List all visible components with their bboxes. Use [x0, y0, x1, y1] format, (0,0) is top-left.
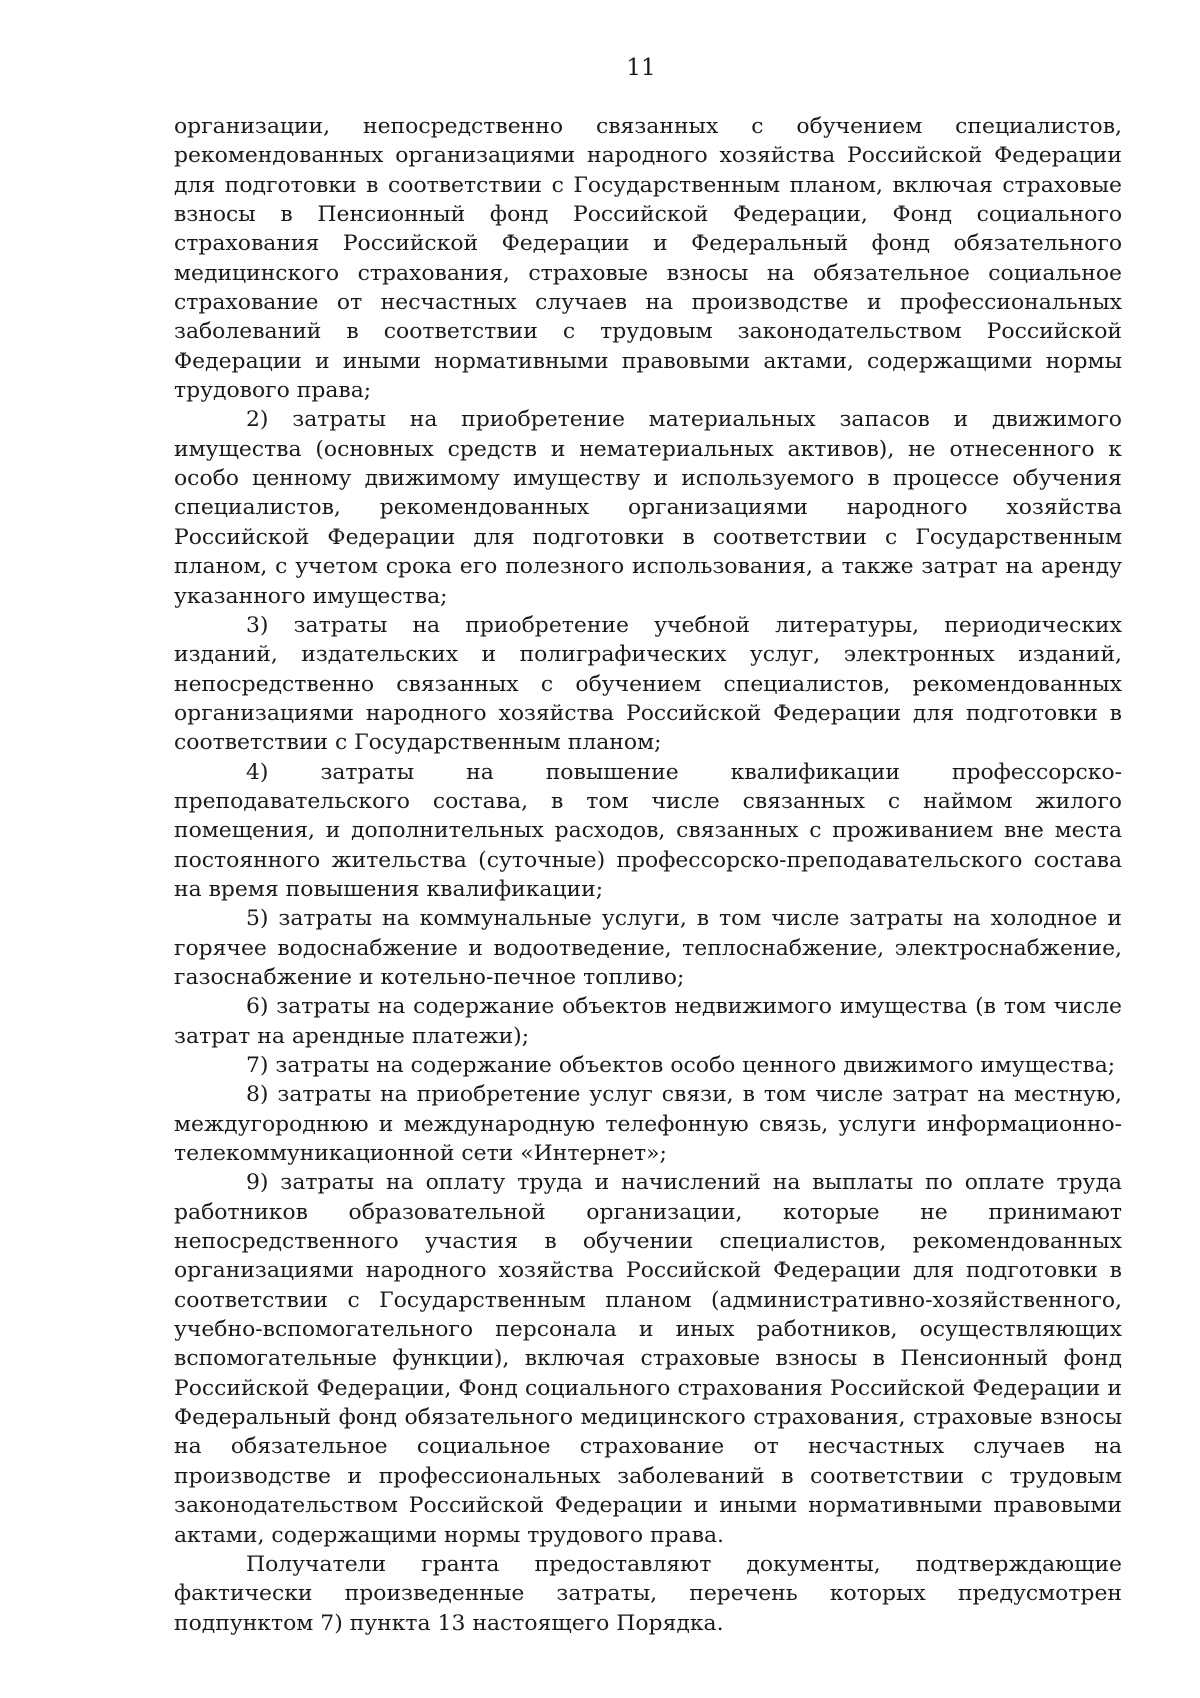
paragraph-closing: Получатели гранта предоставляют документы, подтверждающие фактически произведенные затраты, перечень которых предусмотрен подпунктом 7) пункта 13 настоящего Порядка. — [174, 1551, 1122, 1636]
paragraph-item-2: 2) затраты на приобретение материальных запасов и движимого имущества (основных средств и нематериальных активов), не отнесенного к особо ценному движимому имуществу и используемого в процессе обучения специалистов, рекомендованных организациями народного хозяйства Российской Федерации для подготовки в соответствии с Государственным планом, с учетом срока его полезного использования, а также затрат на аренду указанного имущества; — [174, 407, 1122, 609]
paragraph-continuation: организации, непосредственно связанных с обучением специалистов, рекомендованных организациями народного хозяйства Российской Федерации для подготовки в соответствии с Государственным планом, включая страховые взносы в Пенсионный фонд Российской Федерации, Фонд социального страхования Российской Федерации и Федеральный фонд обязательного медицинского страхования, страховые взносы на обязательное социальное страхование от несчастных случаев на производстве и профессиональных заболеваний в соответствии с трудовым законодательством Российской Федерации и иными нормативными правовыми актами, содержащими нормы трудового права; — [174, 114, 1122, 404]
page-number: 11 — [626, 55, 656, 81]
document-body — [174, 112, 1122, 1638]
paragraph-item-6: 6) затраты на содержание объектов недвижимого имущества (в том числе затрат на арендные платежи); — [174, 994, 1122, 1049]
paragraph-item-5: 5) затраты на коммунальные услуги, в том числе затраты на холодное и горячее водоснабжение и водоотведение, теплоснабжение, электроснабжение, газоснабжение и котельно-печное топливо; — [174, 906, 1122, 990]
paragraph-item-8: 8) затраты на приобретение услуг связи, в том числе затрат на местную, междугороднюю и международную телефонную связь, услуги информационно-телекоммуникационной сети «Интернет»; — [174, 1082, 1122, 1167]
paragraph-item-3: 3) затраты на приобретение учебной литературы, периодических изданий, издательских и полиграфических услуг, электронных изданий, непосредственно связанных с обучением специалистов, рекомендованных организациями народного хозяйства Российской Федерации для подготовки в соответствии с Государственным планом; — [174, 612, 1122, 756]
paragraph-item-4: 4) затраты на повышение квалификации профессорско-преподавательского состава, в том числе связанных с наймом жилого помещения, и дополнительных расходов, связанных с проживанием вне места постоянного жительства (суточные) профессорско-преподавательского состава на время повышения квалификации; — [174, 759, 1122, 902]
paragraph-item-7: 7) затраты на содержание объектов особо ценного движимого имущества; — [246, 1053, 1116, 1078]
paragraph-item-9: 9) затраты на оплату труда и начислений на выплаты по оплате труда работников образовательной организации, которые не принимают непосредственного участия в обучении специалистов, рекомендованных организациями народного хозяйства Российской Федерации для подготовки в соответствии с Государственным планом (административно-хозяйственного, учебно-вспомогательного персонала и иных работников, осуществляющих вспомогательные функции), включая страховые взносы в Пенсионный фонд Российской Федерации, Фонд социального страхования Российской Федерации и Федеральный фонд обязательного медицинского страхования, страховые взносы на обязательное социальное страхование от несчастных случаев на производстве и профессиональных заболеваний в соответствии с трудовым законодательством Российской Федерации и иными нормативными правовыми актами, содержащими нормы трудового права. — [174, 1170, 1122, 1548]
